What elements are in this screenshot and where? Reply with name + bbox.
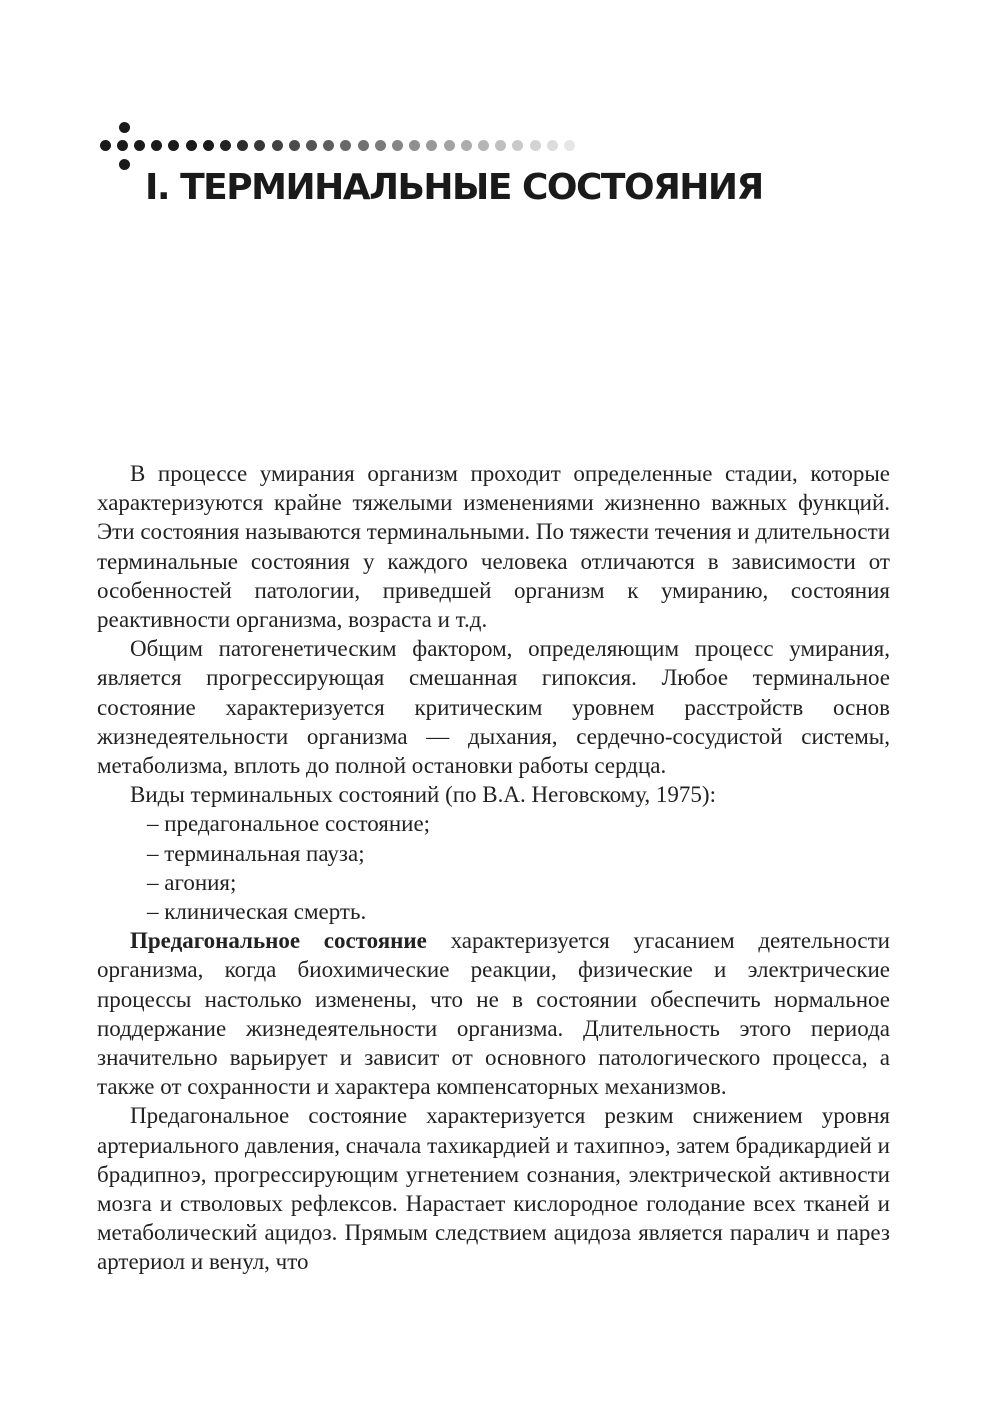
ornament-dot <box>409 140 420 151</box>
ornament-dot <box>478 140 489 151</box>
chapter-title: I. ТЕРМИНАЛЬНЫЕ СОСТОЯНИЯ <box>145 167 763 208</box>
ornament-dot <box>323 140 334 151</box>
ornament-dot <box>530 140 541 151</box>
list-item: – предагональное состояние; <box>97 809 890 838</box>
ornament-dot <box>117 140 128 151</box>
ornament-dot <box>392 140 403 151</box>
ornament-dot <box>254 140 265 151</box>
ornament-dot <box>461 140 472 151</box>
ornament-dot <box>151 140 162 151</box>
ornament-dot <box>564 140 575 151</box>
list-item: – агония; <box>97 868 890 897</box>
preagonal-description: характеризуется угасанием деятельности организма, когда биохимические реакции, физические и электрические процессы настолько изменены, что не в состоянии обеспечить нормальное поддержание жизнедеятельности организма. Длительность этого периода значительно варьирует и зависит от основного патологического процесса, а также от сохранности и характера компенсаторных механизмов. <box>97 928 890 1100</box>
ornament-dot <box>340 140 351 151</box>
ornament-dot <box>100 140 111 151</box>
ornament-dot <box>237 140 248 151</box>
ornament-dot <box>119 122 130 133</box>
ornament-dot <box>134 140 145 151</box>
types-intro: Виды терминальных состояний (по В.А. Неговскому, 1975): <box>130 782 716 808</box>
ornament-dot <box>444 140 455 151</box>
paragraph-preagonal-symptoms: Предагональное состояние характеризуется резким снижением уровня артериального давления, сначала тахикардией и тахипноэ, затем брадикардией и брадипноэ, прогрессирующим угнетением сознания, электрической активности мозга и стволовых рефлексов. Нарастает кислородное голодание всех тканей и метаболический ацидоз. Прямым следствием ацидоза является паралич и парез артериол и венул, что <box>97 1103 890 1275</box>
ornament-dot <box>220 140 231 151</box>
ornament-dot <box>203 140 214 151</box>
ornament-dot <box>272 140 283 151</box>
chapter-body <box>97 459 890 1277</box>
ornament-dot <box>375 140 386 151</box>
ornament-dot <box>289 140 300 151</box>
ornament-dot <box>495 140 506 151</box>
list-item: – клиническая смерть. <box>97 897 890 926</box>
types-list <box>97 809 890 926</box>
paragraph-pathogenesis: Общим патогенетическим фактором, определяющим процесс умирания, является прогрессирующая смешанная гипоксия. Любое терминальное состояние характеризуется критическим уровнем расстройств основ жизнедеятельности организма — дыхания, сердечно-сосудистой системы, метаболизма, вплоть до полной остановки работы сердца. <box>97 636 890 779</box>
paragraph-intro: В процессе умирания организм проходит определенные стадии, которые характеризуются крайне тяжелыми изменениями жизненно важных функций. Эти состояния называются терминальными. По тяжести течения и длительности терминальные состояния у каждого человека отличаются в зависимости от особенностей патологии, приведшей организм к умиранию, состояния реактивности организма, возраста и т.д. <box>97 461 890 633</box>
term-preagonal: Предагональное состояние <box>130 928 427 954</box>
ornament-dot <box>306 140 317 151</box>
list-item: – терминальная пауза; <box>97 839 890 868</box>
ornament-dot <box>358 140 369 151</box>
ornament-dot <box>547 140 558 151</box>
ornament-dot <box>186 140 197 151</box>
ornament-dot <box>426 140 437 151</box>
ornament-dot <box>512 140 523 151</box>
ornament-dot <box>168 140 179 151</box>
ornament-dot <box>119 159 130 170</box>
paragraph-preagonal <box>97 926 890 1101</box>
